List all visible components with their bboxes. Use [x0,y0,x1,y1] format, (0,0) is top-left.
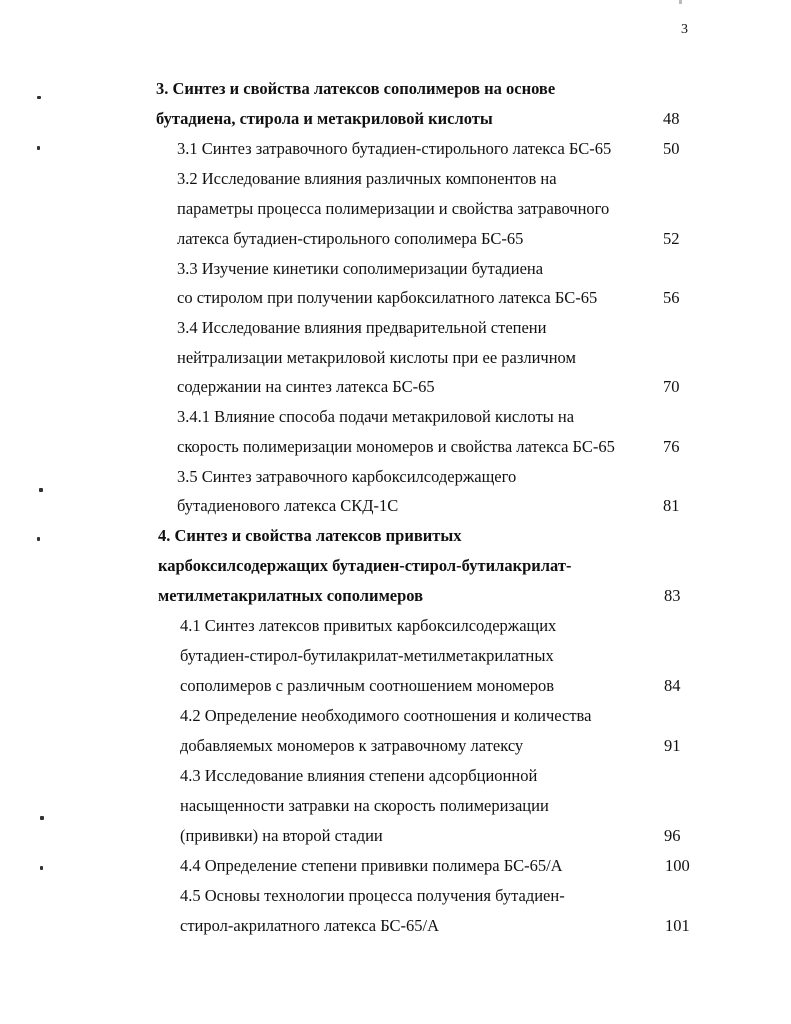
toc-line: стирол-акрилатного латекса БС-65/А [180,916,440,935]
toc-page-number: 83 [664,586,681,605]
toc-line: метилметакрилатных сополимеров [158,586,424,605]
toc-page-number: 48 [663,109,680,128]
toc-line: бутадиена, стирола и метакриловой кислоты [156,109,493,128]
toc-page-number: 84 [664,676,681,695]
scan-speck [40,816,44,820]
page-number: 3 [681,22,688,37]
toc-line: добавляемых мономеров к затравочному латексу [180,736,524,755]
toc-page-number: 76 [663,437,680,456]
toc-line: 3.1 Синтез затравочного бутадиен-стирольного латекса БС-65 [177,139,612,158]
toc-line: скорость полимеризации мономеров и свойства латекса БС-65 [177,437,615,456]
scan-speck [37,146,40,150]
toc-line: бутадиенового латекса СКД-1С [177,496,399,515]
scan-tick-mark [679,0,682,4]
toc-line: 4.1 Синтез латексов привитых карбоксилсодержащих [180,616,557,635]
toc-page-number: 81 [663,496,680,515]
toc-line: 4. Синтез и свойства латексов привитых [158,526,462,545]
toc-line: 3.5 Синтез затравочного карбоксилсодержащего [177,467,517,486]
toc-line: 4.5 Основы технологии процесса получения бутадиен- [180,886,565,905]
toc-line: (прививки) на второй стадии [180,826,383,845]
toc-line: 3.3 Изучение кинетики сополимеризации бутадиена [177,259,544,278]
toc-page-number: 91 [664,736,681,755]
toc-line: сополимеров с различным соотношением мономеров [180,676,555,695]
toc-page-number: 52 [663,229,680,248]
toc-line: латекса бутадиен-стирольного сополимера БС-65 [177,229,524,248]
toc-line: нейтрализации метакриловой кислоты при ее различном [177,348,576,367]
toc-line: со стиролом при получении карбоксилатного латекса БС-65 [177,288,598,307]
toc-line: карбоксилсодержащих бутадиен-стирол-бутилакрилат- [158,556,572,575]
scan-speck [37,537,40,541]
toc-page-number: 96 [664,826,681,845]
toc-page-number: 50 [663,139,680,158]
scan-speck [39,488,43,492]
toc-line: 3.4.1 Влияние способа подачи метакриловой кислоты на [177,407,575,426]
toc-line: 4.4 Определение степени прививки полимера БС-65/А [180,856,563,875]
toc-line: 4.3 Исследование влияния степени адсорбционной [180,766,538,785]
toc-line: 3.2 Исследование влияния различных компонентов на [177,169,557,188]
toc-line: параметры процесса полимеризации и свойства затравочного [177,199,610,218]
toc-line: 3. Синтез и свойства латексов сополимеров на основе [156,79,556,98]
toc-line: насыщенности затравки на скорость полимеризации [180,796,549,815]
toc-line: 3.4 Исследование влияния предварительной степени [177,318,547,337]
toc-line: содержании на синтез латекса БС-65 [177,377,435,396]
toc-page-number: 56 [663,288,680,307]
toc-line: 4.2 Определение необходимого соотношения и количества [180,706,592,725]
toc-page-number: 100 [665,856,690,875]
toc-page-number: 101 [665,916,690,935]
toc-page-number: 70 [663,377,680,396]
scan-speck [37,96,41,99]
toc-line: бутадиен-стирол-бутилакрилат-метилметакрилатных [180,646,554,665]
scan-speck [40,866,43,870]
